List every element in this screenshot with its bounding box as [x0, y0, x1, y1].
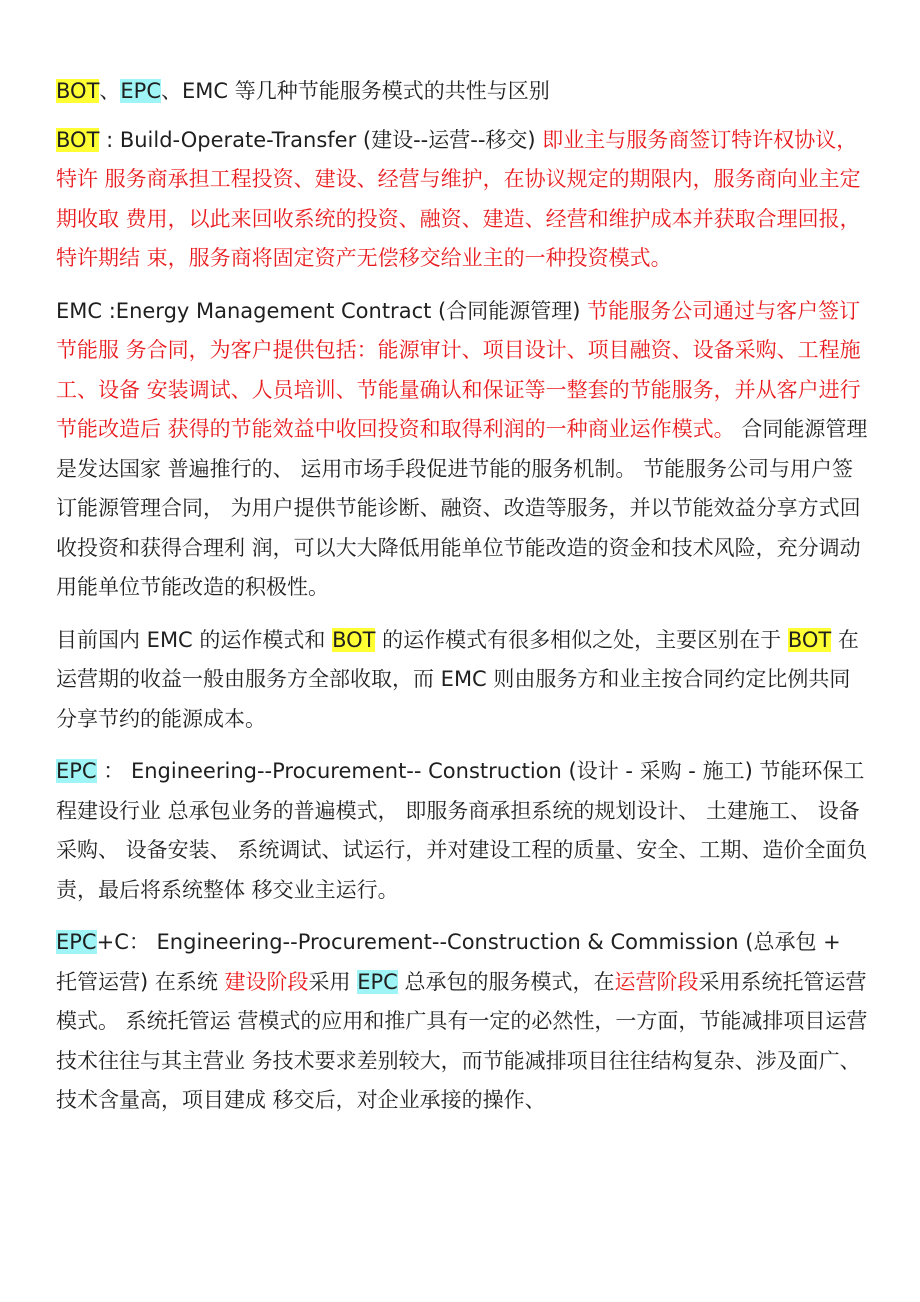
title-text: 、EMC 等几种节能服务模式的共性与区别	[161, 79, 550, 103]
highlight-epc: EPC	[56, 930, 97, 954]
epcc-text-1: +C： Engineering--Procurement--Construction & Commission (总承包 + 托管运营) 在系统	[56, 930, 841, 994]
document-title	[56, 72, 868, 112]
compare-text-1: 目前国内 EMC 的运作模式和	[56, 627, 333, 652]
highlight-bot: BOT	[56, 127, 100, 152]
highlight-bot: BOT	[787, 627, 832, 652]
bot-definition: 即业主与服务商签订特许权协议， 特许 服务商承担工程投资、建设、经营与维护，在协议规定的期限内，服务商向业主定期收取 费用，以此来回收系统的投资、融资、建造、经营和维护成本并获取合理回报，特许期结 束，服务商将固定资产无偿移交给业主的一种投资模式。	[56, 127, 861, 270]
highlight-epc: EPC	[357, 969, 398, 994]
epcc-text-3: 总承包的服务模式，在	[397, 969, 615, 994]
epcc-paragraph	[56, 923, 868, 1121]
comparison-paragraph	[56, 621, 868, 740]
epc-text: ： Engineering--Procurement-- Construction (设计 - 采购 - 施工) 节能环保工程建设行业 总承包业务的普遍模式， 即服务商承担系统的规划设计、 土建施工、 设备采购、 设备安装、 系统调试、试运行，并对建设工程的质量、安全、工期、造价全面负责，最后将系统整体 移交业主运行。	[56, 759, 868, 902]
epcc-text-4: 采用系统托管运营模式。 系统托管运 营模式的应用和推广具有一定的必然性，一方面，节能减排项目运营技术往往与其主营业 务技术要求差别较大，而节能减排项目往往结构复杂、涉及面广、技术含量高，项目建成 移交后，对企业承接的操作、	[56, 969, 868, 1112]
highlight-epc: EPC	[120, 79, 162, 103]
highlight-bot: BOT	[332, 627, 376, 652]
emc-rest: 合同能源管理是发达国家 普遍推行的、 运用市场手段促进节能的服务机制。 节能服务公司与用户签订能源管理合同， 为用户提供节能诊断、融资、改造等服务，并以节能效益分享方式回收投资和获得合理利 润，可以大大降低用能单位节能改造的资金和技术风险，充分调动用能单位节能改造的积极性。	[56, 417, 868, 599]
construction-phase: 建设阶段	[224, 969, 309, 994]
highlight-epc: EPC	[56, 759, 97, 783]
bot-paragraph	[56, 121, 868, 279]
emc-paragraph	[56, 292, 868, 608]
epcc-text-2: 采用	[308, 969, 358, 994]
emc-definition: 节能服务公司通过与客户签订节能服 务合同，为客户提供包括：能源审计、项目设计、项目融资、设备采购、工程施工、设备 安装调试、人员培训、节能量确认和保证等一整套的节能服务，并从客户进行节能改造后 获得的节能效益中收回投资和取得利润的一种商业运作模式。	[56, 298, 861, 441]
bot-intro: : Build-Operate-Transfer (建设--运营--移交)	[99, 127, 543, 152]
operation-phase: 运营阶段	[614, 969, 699, 994]
epc-paragraph	[56, 752, 868, 910]
compare-text-2: 的运作模式有很多相似之处，主要区别在于	[375, 627, 788, 652]
title-separator: 、	[99, 79, 121, 103]
highlight-bot: BOT	[56, 79, 100, 103]
compare-text-3: 在运营期的收益一般由服务方全部收取，而 EMC 则由服务方和业主按合同约定比例共同 分享节约的能源成本。	[56, 627, 859, 731]
emc-intro: EMC :Energy Management Contract (合同能源管理)	[56, 298, 588, 323]
document-page	[56, 72, 868, 1134]
